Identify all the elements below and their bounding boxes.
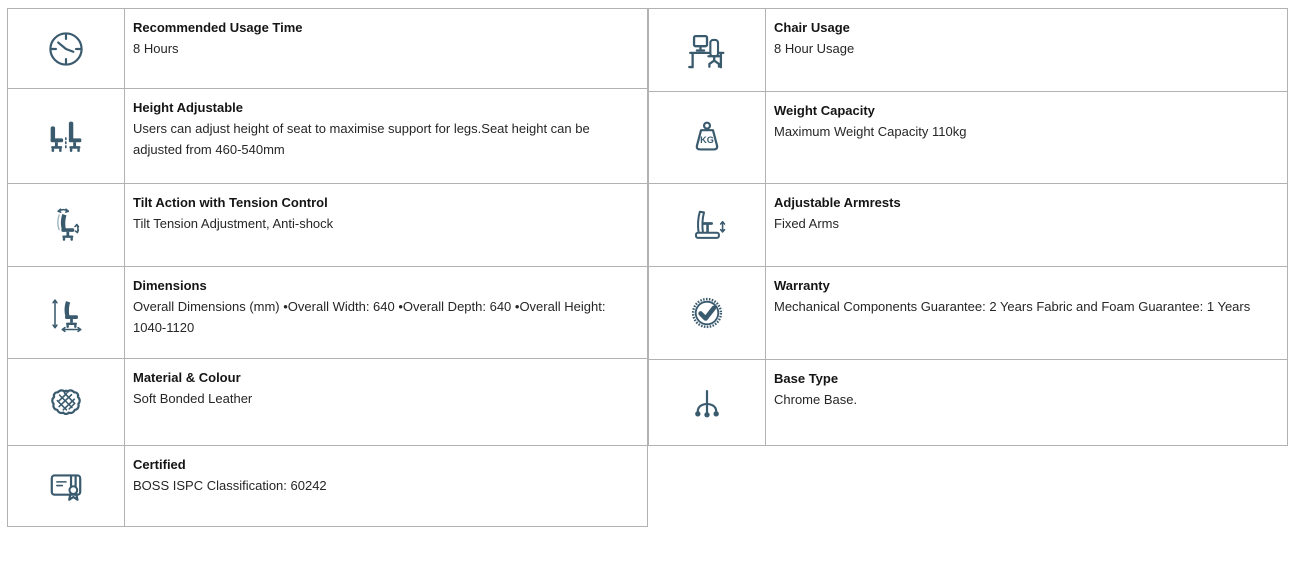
spec-title: Tilt Action with Tension Control <box>133 195 328 210</box>
spec-description: Maximum Weight Capacity 110kg <box>774 124 967 139</box>
spec-description: 8 Hours <box>133 41 179 56</box>
spec-title: Base Type <box>774 371 839 386</box>
spec-description: Mechanical Components Guarantee: 2 Years Fabric and Foam Guarantee: 1 Years <box>774 299 1251 314</box>
chair-base-icon <box>650 381 764 425</box>
spec-description: Overall Dimensions (mm) •Overall Width: 640 •Overall Depth: 640 •Overall Height: 1040-1120 <box>133 299 606 335</box>
spec-title: Dimensions <box>133 278 207 293</box>
spec-description: 8 Hour Usage <box>774 41 855 56</box>
spec-title: Height Adjustable <box>133 100 244 115</box>
spec-description: Soft Bonded Leather <box>133 391 253 406</box>
armrest-icon <box>650 203 764 247</box>
spec-description: Tilt Tension Adjustment, Anti-shock <box>133 216 334 231</box>
height-adjustable-icon <box>9 113 123 159</box>
svg-text:KG: KG <box>700 134 714 145</box>
spec-title: Weight Capacity <box>774 103 875 118</box>
dimensions-icon <box>9 291 123 335</box>
spec-row-usage-time <box>8 9 648 89</box>
spec-description: Chrome Base. <box>774 392 858 407</box>
spec-table-left <box>7 8 648 527</box>
spec-row-material <box>8 359 648 446</box>
spec-row-certified <box>8 446 648 527</box>
spec-title: Warranty <box>774 278 830 293</box>
spec-title: Chair Usage <box>774 20 850 35</box>
spec-row-armrests <box>649 184 1288 267</box>
spec-title: Material & Colour <box>133 370 241 385</box>
spec-row-dimensions <box>8 267 648 359</box>
spec-description: Fixed Arms <box>774 216 840 231</box>
spec-title: Certified <box>133 457 186 472</box>
leather-icon <box>9 380 123 424</box>
desk-chair-icon <box>650 27 764 73</box>
clock-icon <box>9 27 123 71</box>
spec-title: Adjustable Armrests <box>774 195 901 210</box>
spec-description: Users can adjust height of seat to maximise support for legs.Seat height can be adjusted from 460-540mm <box>133 121 590 157</box>
spec-row-weight-capacity <box>649 92 1288 184</box>
spec-title: Recommended Usage Time <box>133 20 303 35</box>
spec-row-warranty <box>649 267 1288 360</box>
spec-row-height-adjustable <box>8 89 648 184</box>
tilt-action-icon <box>9 203 123 247</box>
weight-kg-icon <box>650 116 764 160</box>
warranty-badge-icon <box>650 291 764 335</box>
spec-row-tilt-action <box>8 184 648 267</box>
spec-row-chair-usage <box>649 9 1288 92</box>
spec-table-right <box>648 8 1288 446</box>
spec-description: BOSS ISPC Classification: 60242 <box>133 478 327 493</box>
spec-row-base-type <box>649 360 1288 446</box>
certificate-icon <box>9 464 123 508</box>
